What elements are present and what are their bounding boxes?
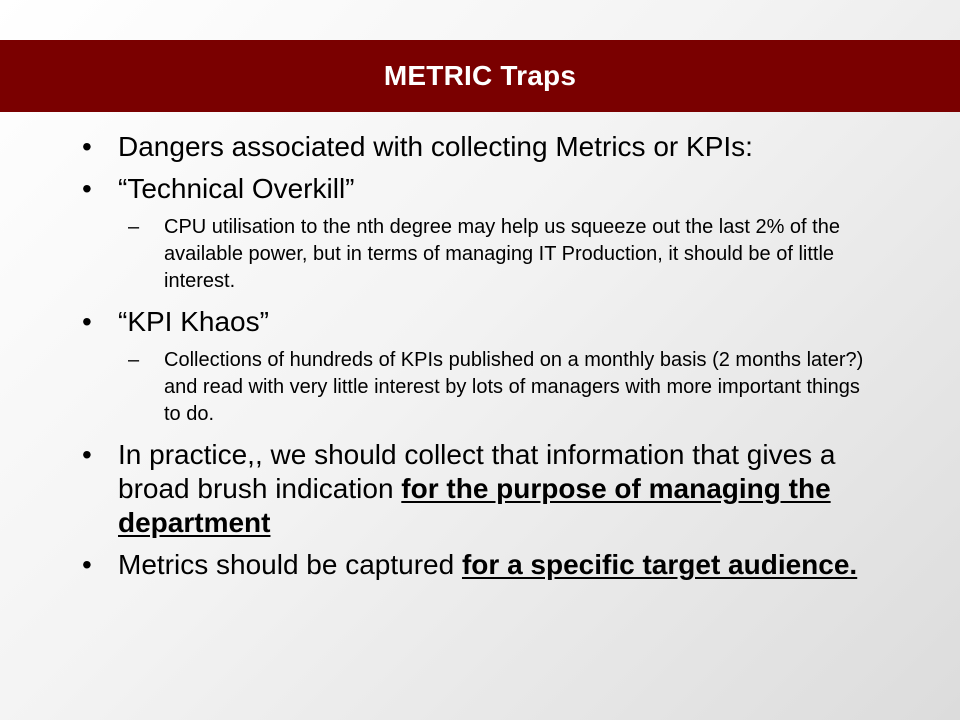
bullet-text: Dangers associated with collecting Metrics or KPIs: xyxy=(118,131,753,162)
bullet-text-container xyxy=(118,548,857,582)
bullet-icon: • xyxy=(82,306,92,337)
emphasized-text: for a specific target audience. xyxy=(461,549,858,580)
bullet-icon: • xyxy=(82,131,92,162)
dash-icon: – xyxy=(128,349,140,371)
bullet-item xyxy=(82,548,882,582)
bullet-text: Metrics should be captured xyxy=(118,549,462,580)
slide-title: METRIC Traps xyxy=(383,60,577,91)
sub-bullet-item xyxy=(128,214,882,295)
slide-content xyxy=(82,130,882,590)
bullet-icon: • xyxy=(82,439,92,470)
bullet-icon: • xyxy=(82,549,92,580)
dash-icon: – xyxy=(128,216,140,238)
sub-bullet-text: Collections of hundreds of KPIs published on a monthly basis (2 months later?) and read with very little interest by lots of managers with more important things to do. xyxy=(164,349,864,425)
bullet-text-container xyxy=(118,438,882,540)
bullet-text: “Technical Overkill” xyxy=(118,173,355,204)
bullet-item xyxy=(82,172,882,206)
sub-bullet-text: CPU utilisation to the nth degree may help us squeeze out the last 2% of the available power, but in terms of managing IT Production, it should be of little interest. xyxy=(164,216,840,292)
bullet-item xyxy=(82,438,882,540)
bullet-text: In practice,, we should collect that information that gives a broad brush indication xyxy=(118,439,836,504)
bullet-item xyxy=(82,305,882,339)
bullet-text: “KPI Khaos” xyxy=(118,306,269,337)
sub-bullet-item xyxy=(128,347,882,428)
bullet-icon: • xyxy=(82,173,92,204)
emphasized-text: for the purpose of managing the department xyxy=(118,473,831,538)
bullet-item xyxy=(82,130,882,164)
title-bar xyxy=(0,40,960,112)
